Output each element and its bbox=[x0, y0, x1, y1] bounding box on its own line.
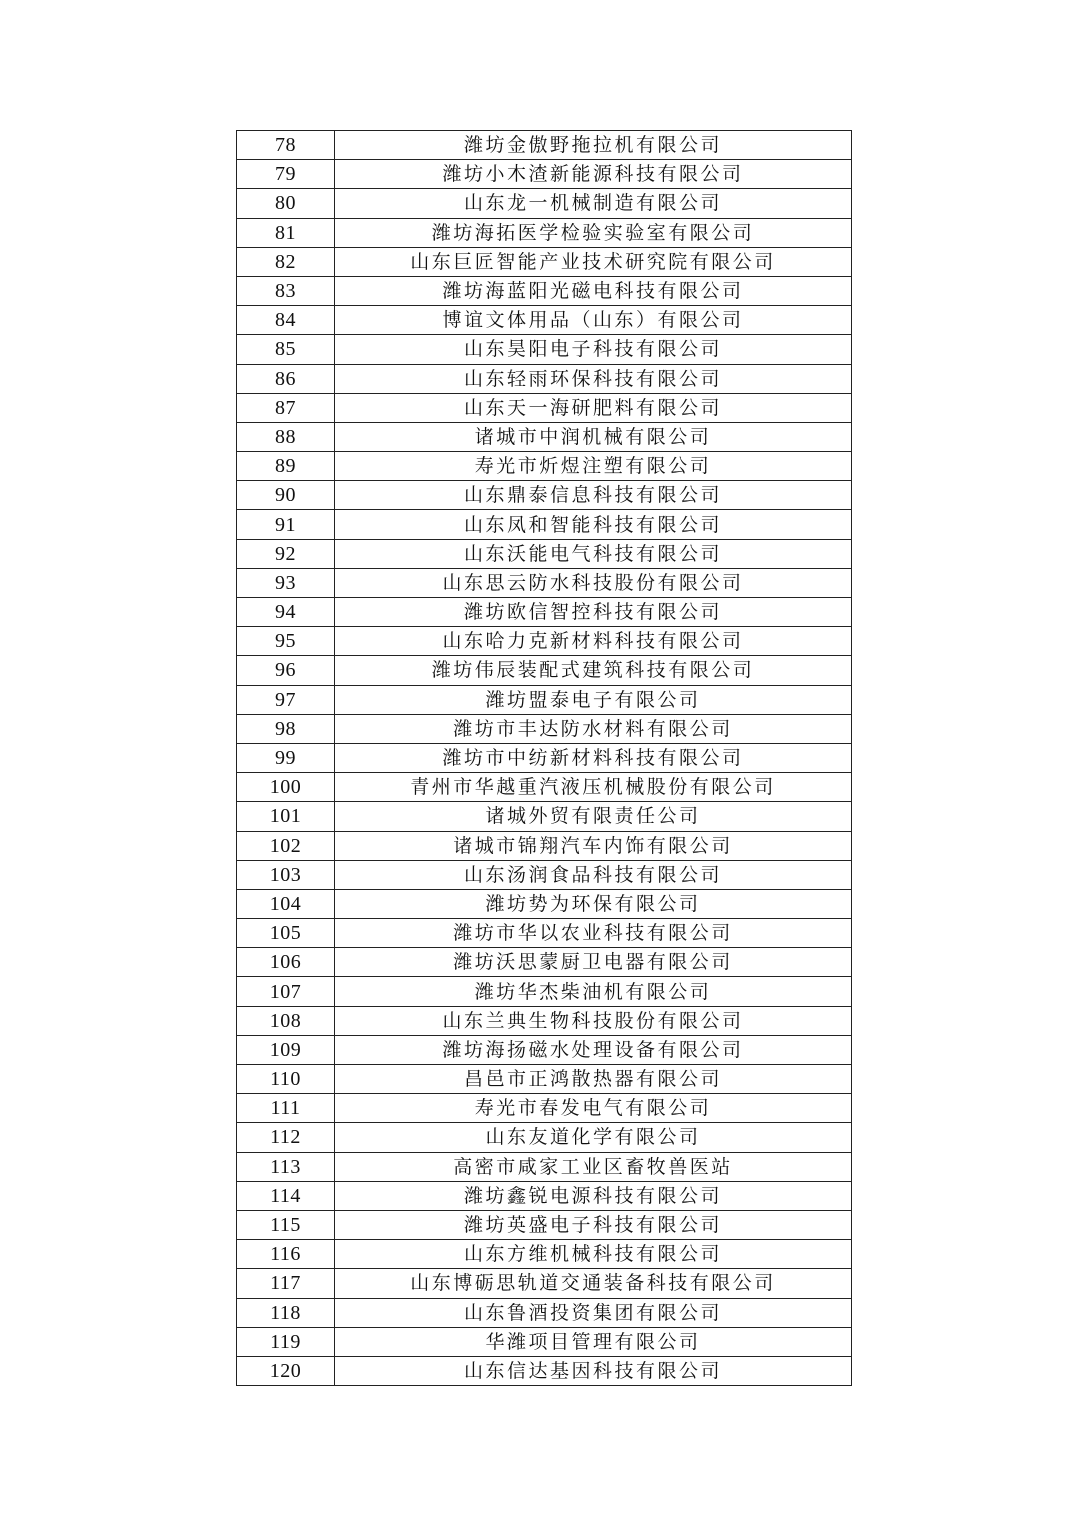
table-row bbox=[237, 1006, 852, 1035]
table-row bbox=[237, 1065, 852, 1094]
row-number: 95 bbox=[237, 627, 335, 656]
table-row bbox=[237, 656, 852, 685]
table-row bbox=[237, 1298, 852, 1327]
table-row bbox=[237, 598, 852, 627]
table-row bbox=[237, 189, 852, 218]
row-number: 79 bbox=[237, 160, 335, 189]
table-row bbox=[237, 977, 852, 1006]
table-row bbox=[237, 568, 852, 597]
table-row bbox=[237, 743, 852, 772]
row-number: 78 bbox=[237, 131, 335, 160]
company-name: 山东兰典生物科技股份有限公司 bbox=[335, 1006, 852, 1035]
company-name: 山东沃能电气科技有限公司 bbox=[335, 539, 852, 568]
company-list-body bbox=[237, 131, 852, 1386]
company-list-table bbox=[236, 130, 852, 1386]
row-number: 88 bbox=[237, 422, 335, 451]
row-number: 120 bbox=[237, 1356, 335, 1385]
company-name: 潍坊海拓医学检验实验室有限公司 bbox=[335, 218, 852, 247]
row-number: 84 bbox=[237, 306, 335, 335]
company-name: 潍坊华杰柴油机有限公司 bbox=[335, 977, 852, 1006]
company-name: 山东汤润食品科技有限公司 bbox=[335, 860, 852, 889]
company-name: 寿光市春发电气有限公司 bbox=[335, 1094, 852, 1123]
company-name: 潍坊小木渣新能源科技有限公司 bbox=[335, 160, 852, 189]
table-row bbox=[237, 160, 852, 189]
table-row bbox=[237, 422, 852, 451]
row-number: 100 bbox=[237, 773, 335, 802]
table-row bbox=[237, 919, 852, 948]
table-row bbox=[237, 481, 852, 510]
company-name: 寿光市炘煜注塑有限公司 bbox=[335, 452, 852, 481]
table-row bbox=[237, 627, 852, 656]
row-number: 83 bbox=[237, 276, 335, 305]
row-number: 104 bbox=[237, 889, 335, 918]
row-number: 114 bbox=[237, 1181, 335, 1210]
row-number: 115 bbox=[237, 1210, 335, 1239]
table-row bbox=[237, 1327, 852, 1356]
company-name: 山东方维机械科技有限公司 bbox=[335, 1240, 852, 1269]
table-row bbox=[237, 1240, 852, 1269]
row-number: 119 bbox=[237, 1327, 335, 1356]
row-number: 86 bbox=[237, 364, 335, 393]
company-name: 青州市华越重汽液压机械股份有限公司 bbox=[335, 773, 852, 802]
table-row bbox=[237, 1210, 852, 1239]
company-name: 山东轻雨环保科技有限公司 bbox=[335, 364, 852, 393]
row-number: 97 bbox=[237, 685, 335, 714]
row-number: 109 bbox=[237, 1035, 335, 1064]
table-row bbox=[237, 831, 852, 860]
table-row bbox=[237, 335, 852, 364]
row-number: 91 bbox=[237, 510, 335, 539]
company-name: 潍坊市中纺新材料科技有限公司 bbox=[335, 743, 852, 772]
company-name: 华潍项目管理有限公司 bbox=[335, 1327, 852, 1356]
table-row bbox=[237, 276, 852, 305]
company-name: 潍坊市华以农业科技有限公司 bbox=[335, 919, 852, 948]
row-number: 107 bbox=[237, 977, 335, 1006]
company-name: 潍坊盟泰电子有限公司 bbox=[335, 685, 852, 714]
company-name: 山东信达基因科技有限公司 bbox=[335, 1356, 852, 1385]
company-name: 潍坊伟辰装配式建筑科技有限公司 bbox=[335, 656, 852, 685]
company-name: 潍坊市丰达防水材料有限公司 bbox=[335, 714, 852, 743]
company-name: 高密市咸家工业区畜牧兽医站 bbox=[335, 1152, 852, 1181]
table-row bbox=[237, 1181, 852, 1210]
table-row bbox=[237, 218, 852, 247]
row-number: 98 bbox=[237, 714, 335, 743]
row-number: 103 bbox=[237, 860, 335, 889]
table-row bbox=[237, 1123, 852, 1152]
table-row bbox=[237, 889, 852, 918]
row-number: 89 bbox=[237, 452, 335, 481]
table-row bbox=[237, 393, 852, 422]
row-number: 96 bbox=[237, 656, 335, 685]
company-name: 诸城外贸有限责任公司 bbox=[335, 802, 852, 831]
company-name: 山东思云防水科技股份有限公司 bbox=[335, 568, 852, 597]
row-number: 94 bbox=[237, 598, 335, 627]
row-number: 106 bbox=[237, 948, 335, 977]
company-name: 潍坊英盛电子科技有限公司 bbox=[335, 1210, 852, 1239]
row-number: 90 bbox=[237, 481, 335, 510]
row-number: 110 bbox=[237, 1065, 335, 1094]
table-row bbox=[237, 860, 852, 889]
table-row bbox=[237, 1356, 852, 1385]
table-row bbox=[237, 364, 852, 393]
company-name: 山东鼎泰信息科技有限公司 bbox=[335, 481, 852, 510]
company-name: 诸城市锦翔汽车内饰有限公司 bbox=[335, 831, 852, 860]
company-name: 潍坊欧信智控科技有限公司 bbox=[335, 598, 852, 627]
table-row bbox=[237, 510, 852, 539]
company-name: 潍坊海蓝阳光磁电科技有限公司 bbox=[335, 276, 852, 305]
company-name: 山东龙一机械制造有限公司 bbox=[335, 189, 852, 218]
company-name: 潍坊沃思蒙厨卫电器有限公司 bbox=[335, 948, 852, 977]
company-name: 山东昊阳电子科技有限公司 bbox=[335, 335, 852, 364]
table-row bbox=[237, 247, 852, 276]
row-number: 85 bbox=[237, 335, 335, 364]
company-name: 潍坊金傲野拖拉机有限公司 bbox=[335, 131, 852, 160]
row-number: 111 bbox=[237, 1094, 335, 1123]
row-number: 116 bbox=[237, 1240, 335, 1269]
company-name: 潍坊海扬磁水处理设备有限公司 bbox=[335, 1035, 852, 1064]
row-number: 80 bbox=[237, 189, 335, 218]
table-row bbox=[237, 714, 852, 743]
table-row bbox=[237, 131, 852, 160]
row-number: 82 bbox=[237, 247, 335, 276]
table-row bbox=[237, 1035, 852, 1064]
row-number: 93 bbox=[237, 568, 335, 597]
company-name: 潍坊势为环保有限公司 bbox=[335, 889, 852, 918]
company-name: 山东鲁酒投资集团有限公司 bbox=[335, 1298, 852, 1327]
table-row bbox=[237, 1152, 852, 1181]
row-number: 108 bbox=[237, 1006, 335, 1035]
table-row bbox=[237, 802, 852, 831]
company-name: 山东凤和智能科技有限公司 bbox=[335, 510, 852, 539]
row-number: 112 bbox=[237, 1123, 335, 1152]
table-row bbox=[237, 1094, 852, 1123]
company-name: 山东天一海研肥料有限公司 bbox=[335, 393, 852, 422]
row-number: 117 bbox=[237, 1269, 335, 1298]
company-name: 山东友道化学有限公司 bbox=[335, 1123, 852, 1152]
table-row bbox=[237, 685, 852, 714]
row-number: 113 bbox=[237, 1152, 335, 1181]
company-name: 潍坊鑫锐电源科技有限公司 bbox=[335, 1181, 852, 1210]
company-name: 山东巨匠智能产业技术研究院有限公司 bbox=[335, 247, 852, 276]
company-name: 昌邑市正鸿散热器有限公司 bbox=[335, 1065, 852, 1094]
row-number: 87 bbox=[237, 393, 335, 422]
row-number: 102 bbox=[237, 831, 335, 860]
company-name: 山东哈力克新材料科技有限公司 bbox=[335, 627, 852, 656]
row-number: 99 bbox=[237, 743, 335, 772]
table-row bbox=[237, 306, 852, 335]
row-number: 92 bbox=[237, 539, 335, 568]
row-number: 118 bbox=[237, 1298, 335, 1327]
table-row bbox=[237, 1269, 852, 1298]
row-number: 105 bbox=[237, 919, 335, 948]
company-name: 博谊文体用品（山东）有限公司 bbox=[335, 306, 852, 335]
company-name: 诸城市中润机械有限公司 bbox=[335, 422, 852, 451]
table-row bbox=[237, 539, 852, 568]
row-number: 81 bbox=[237, 218, 335, 247]
table-row bbox=[237, 452, 852, 481]
table-row bbox=[237, 948, 852, 977]
row-number: 101 bbox=[237, 802, 335, 831]
table-row bbox=[237, 773, 852, 802]
company-name: 山东博砺思轨道交通装备科技有限公司 bbox=[335, 1269, 852, 1298]
